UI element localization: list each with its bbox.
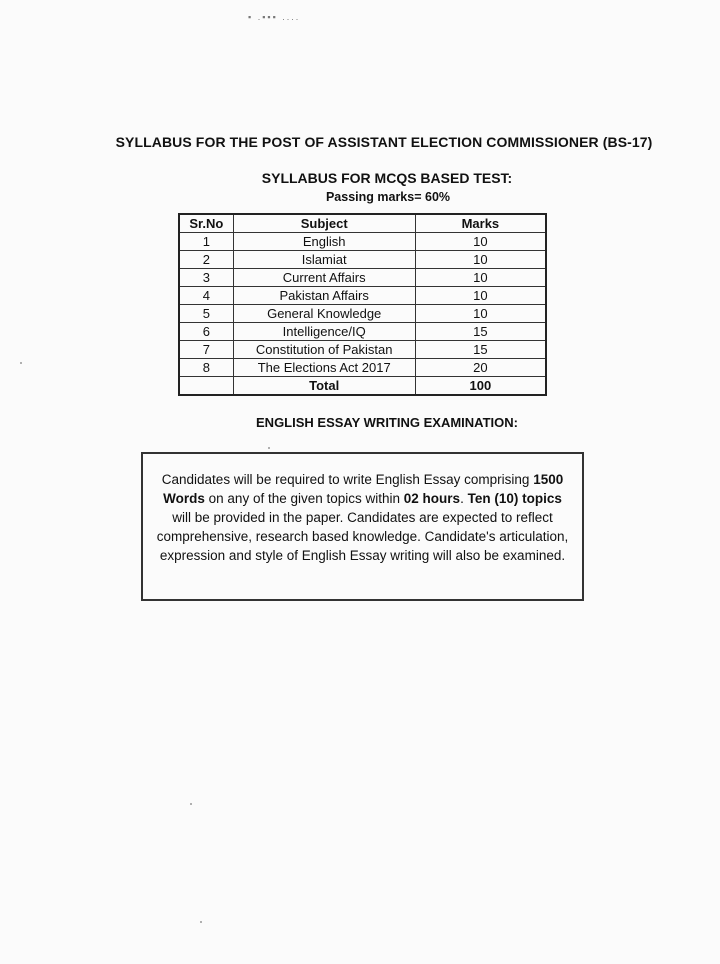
- cell-sr-no: 7: [179, 341, 233, 359]
- cell-marks: 20: [415, 359, 546, 377]
- table-total-row: [179, 377, 546, 396]
- cell-marks: 10: [415, 269, 546, 287]
- scan-artifact: ▪ .▪▪▪ ....: [248, 12, 301, 22]
- essay-section-title-text: ENGLISH ESSAY WRITING EXAMINATION:: [256, 415, 518, 430]
- cell-subject: Current Affairs: [233, 269, 415, 287]
- cell-marks: 10: [415, 305, 546, 323]
- table-header-row: [179, 214, 546, 233]
- cell-marks: 10: [415, 251, 546, 269]
- cell-marks: 10: [415, 233, 546, 251]
- table-row: [179, 341, 546, 359]
- cell-sr-no: 5: [179, 305, 233, 323]
- cell-subject: Intelligence/IQ: [233, 323, 415, 341]
- table-row: [179, 287, 546, 305]
- essay-topic-count: Ten (10) topics: [467, 491, 562, 506]
- scan-speck: [268, 447, 270, 449]
- cell-sr-no: 6: [179, 323, 233, 341]
- essay-text-part: will be provided in the paper. Candidates are expected to reflect comprehensive, research based knowledge. Candidate's articulation, expression and style of English Essay writing will also be examined.: [156, 510, 569, 563]
- essay-duration: 02 hours: [403, 491, 461, 506]
- cell-sr-no: 3: [179, 269, 233, 287]
- essay-word-count: 1500 Words: [163, 472, 564, 506]
- cell-sr-no: 2: [179, 251, 233, 269]
- passing-marks: [0, 190, 720, 204]
- cell-subject: General Knowledge: [233, 305, 415, 323]
- scan-speck: [200, 921, 202, 923]
- cell-subject: Islamiat: [233, 251, 415, 269]
- essay-text-part: .: [460, 491, 468, 506]
- cell-subject: The Elections Act 2017: [233, 359, 415, 377]
- passing-marks-text: Passing marks= 60%: [325, 190, 451, 204]
- essay-instructions-box: [141, 452, 584, 601]
- table-row: [179, 233, 546, 251]
- essay-text-part: Candidates will be required to write English Essay comprising: [161, 472, 534, 487]
- table-row: [179, 251, 546, 269]
- cell-sr-no: 8: [179, 359, 233, 377]
- cell-marks: 10: [415, 287, 546, 305]
- cell-sr-no: 1: [179, 233, 233, 251]
- essay-section-title: [0, 415, 720, 430]
- cell-subject: Pakistan Affairs: [233, 287, 415, 305]
- cell-total-marks: 100: [415, 377, 546, 396]
- cell-sr-no: 4: [179, 287, 233, 305]
- page-title-text: SYLLABUS FOR THE POST OF ASSISTANT ELECTION COMMISSIONER (BS-17): [115, 134, 653, 150]
- cell-marks: 15: [415, 323, 546, 341]
- table-row: [179, 323, 546, 341]
- cell-total-empty: [179, 377, 233, 396]
- table-row: [179, 269, 546, 287]
- syllabus-table: [178, 213, 547, 396]
- page-title: [0, 134, 720, 150]
- header-sr-no: Sr.No: [179, 214, 233, 233]
- header-marks: Marks: [415, 214, 546, 233]
- header-subject: Subject: [233, 214, 415, 233]
- cell-total-label: Total: [233, 377, 415, 396]
- cell-subject: English: [233, 233, 415, 251]
- mcq-section-title: [0, 170, 720, 186]
- cell-marks: 15: [415, 341, 546, 359]
- scan-speck: [190, 803, 192, 805]
- cell-subject: Constitution of Pakistan: [233, 341, 415, 359]
- table-row: [179, 305, 546, 323]
- table-row: [179, 359, 546, 377]
- essay-text-part: on any of the given topics within: [204, 491, 404, 506]
- mcq-section-title-text: SYLLABUS FOR MCQS BASED TEST:: [261, 170, 513, 186]
- scan-speck: [20, 362, 22, 364]
